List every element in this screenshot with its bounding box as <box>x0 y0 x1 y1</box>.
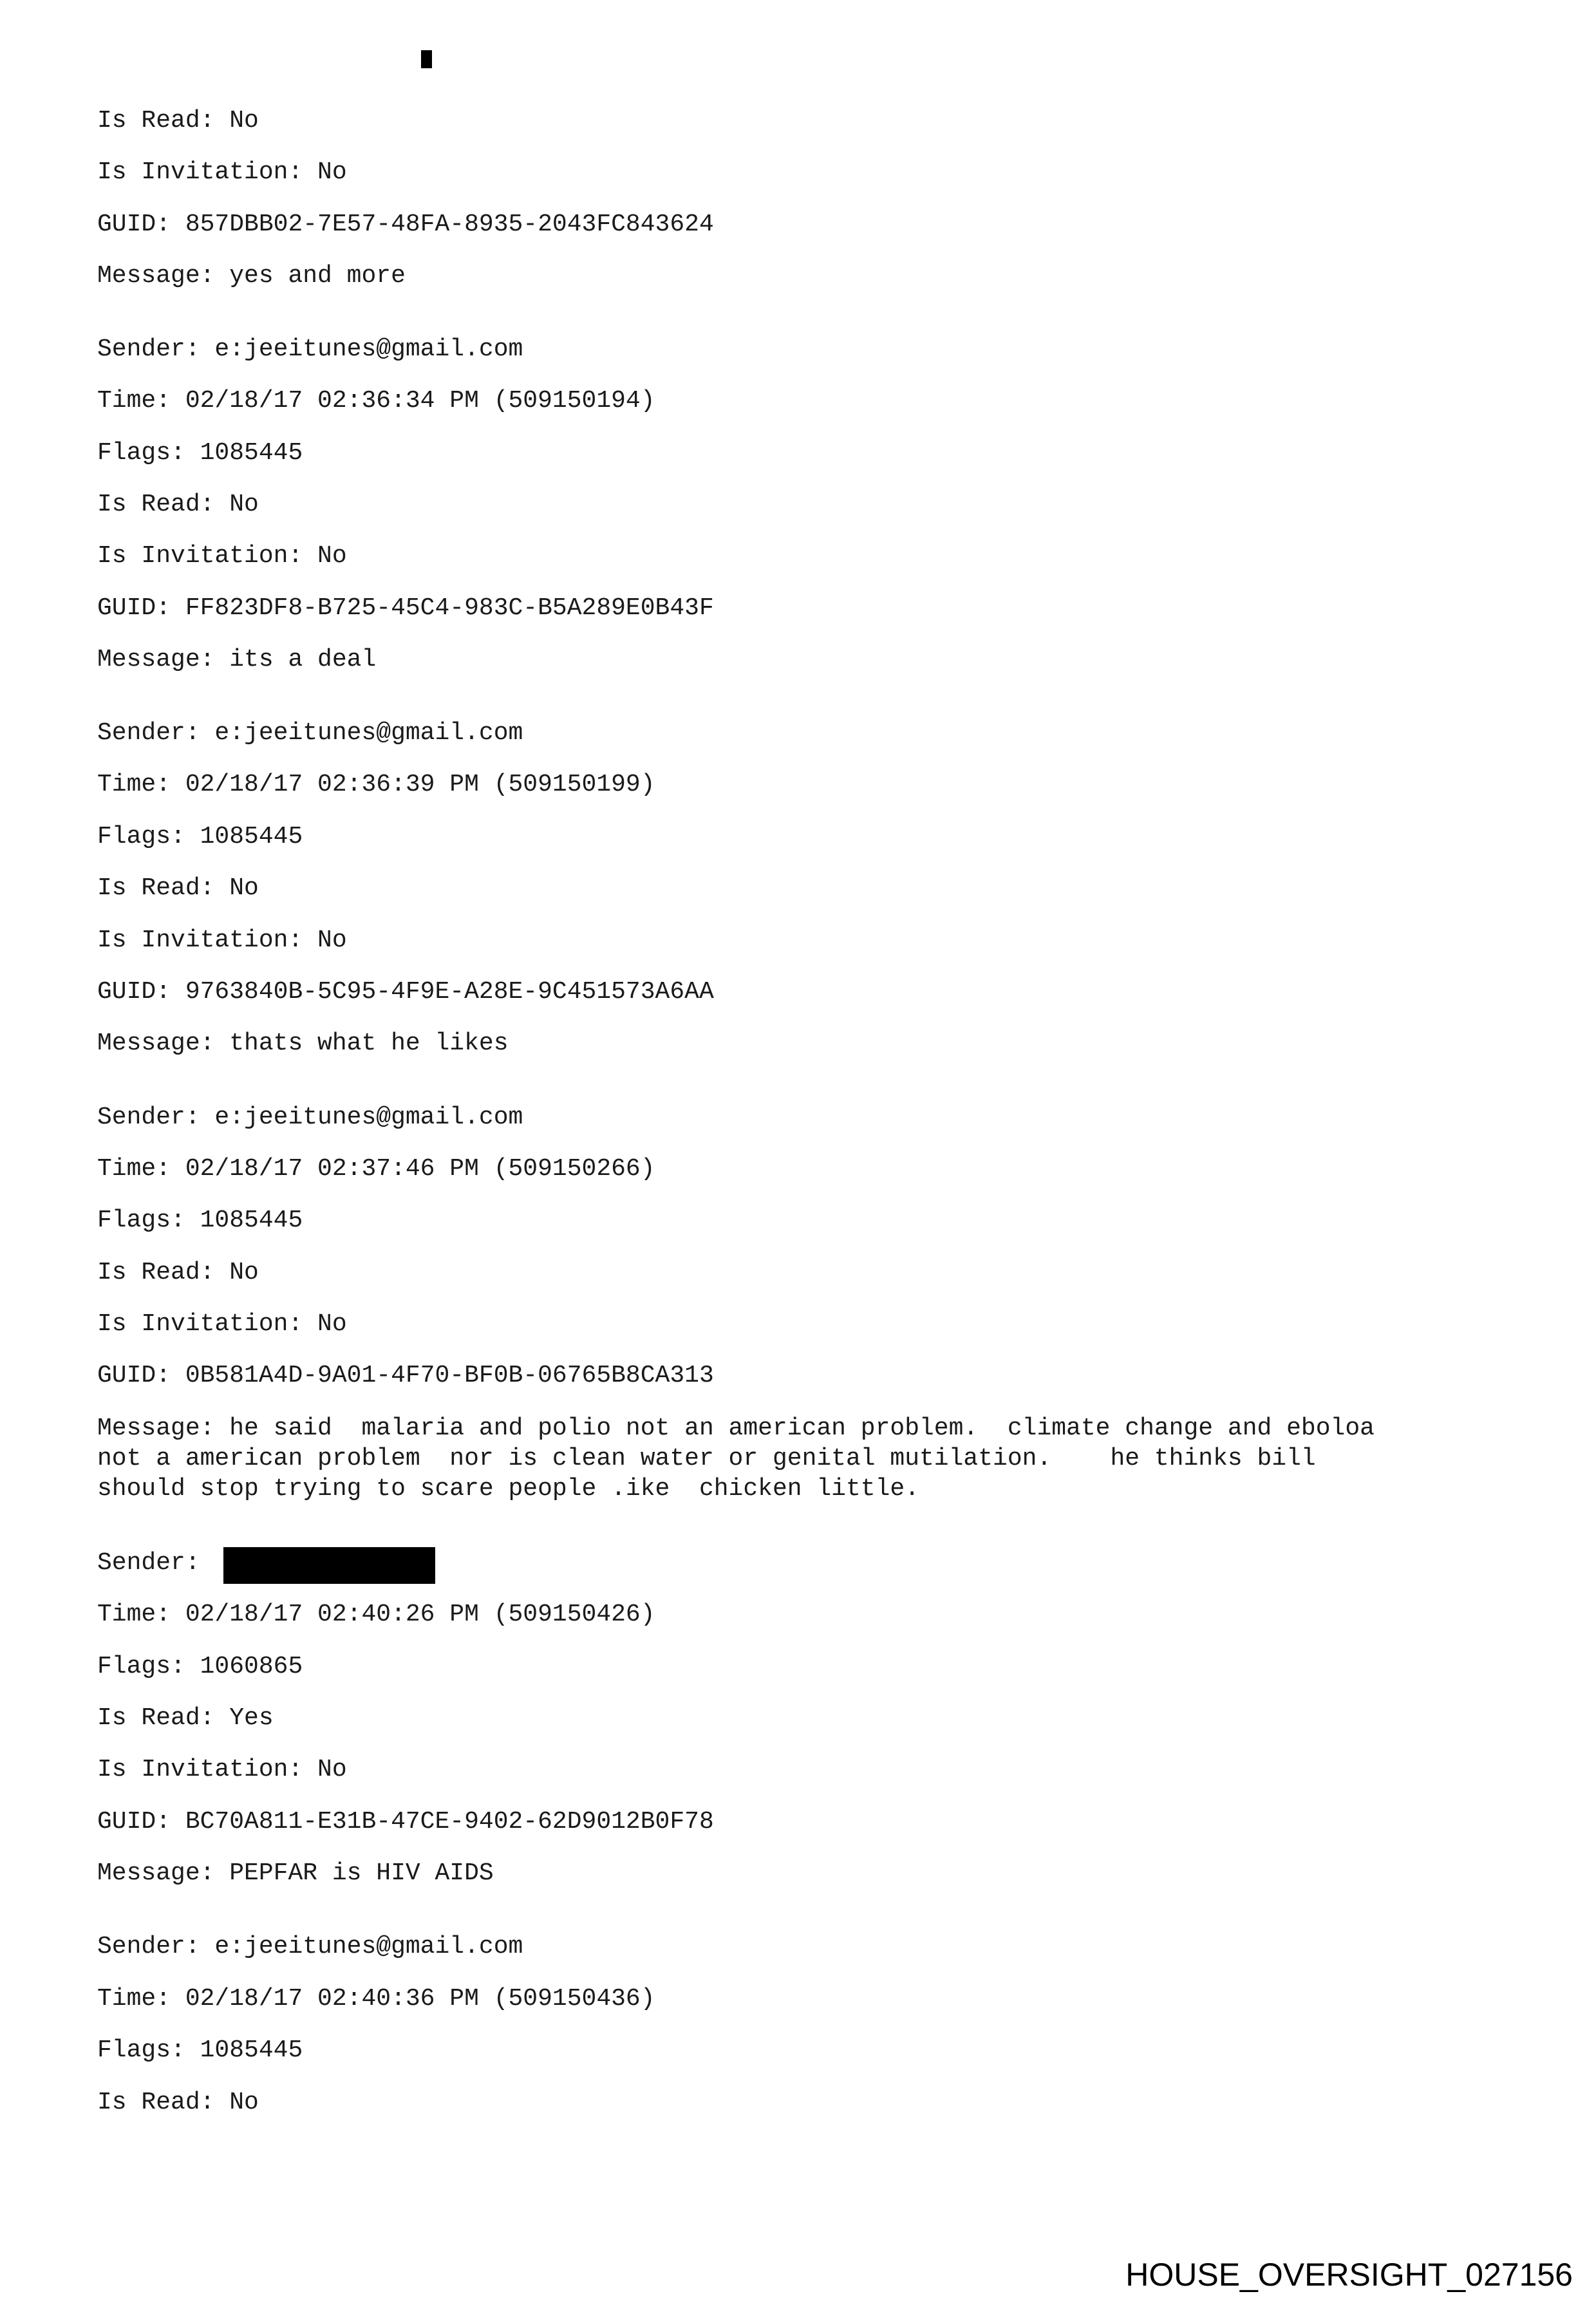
message-line: Message: yes and more <box>97 262 406 290</box>
guid-line: GUID: 9763840B-5C95-4F9E-A28E-9C451573A6AA <box>97 978 714 1006</box>
message-line: Message: PEPFAR is HIV AIDS <box>97 1859 494 1887</box>
is-invitation-line: Is Invitation: No <box>97 542 347 570</box>
is-invitation-line: Is Invitation: No <box>97 1310 347 1338</box>
time-line: Time: 02/18/17 02:40:26 PM (509150426) <box>97 1601 655 1628</box>
sender-line: Sender: e:jeeitunes@gmail.com <box>97 1933 523 1960</box>
guid-line: GUID: 857DBB02-7E57-48FA-8935-2043FC843624 <box>97 211 714 238</box>
is-invitation-line: Is Invitation: No <box>97 926 347 954</box>
time-line: Time: 02/18/17 02:37:46 PM (509150266) <box>97 1155 655 1183</box>
sender-line: Sender: e:jeeitunes@gmail.com <box>97 1104 523 1131</box>
guid-line: GUID: BC70A811-E31B-47CE-9402-62D9012B0F78 <box>97 1808 714 1836</box>
sender-line: Sender: e:jeeitunes@gmail.com <box>97 719 523 747</box>
message-block: Message: he said malaria and polio not an american problem. climate change and eboloa not a american problem nor is clean water or genital mutilation. he thinks bill should stop trying to scare people .ike chicken little. <box>97 1415 1375 1503</box>
flags-line: Flags: 1085445 <box>97 2036 303 2064</box>
message-line: Message: its a deal <box>97 646 377 673</box>
message-line: Message: thats what he likes <box>97 1029 509 1057</box>
sender-line: Sender: e:jeeitunes@gmail.com <box>97 335 523 363</box>
bates-number: HOUSE_OVERSIGHT_027156 <box>1125 2257 1573 2293</box>
flags-line: Flags: 1085445 <box>97 439 303 467</box>
redaction-mark-top <box>421 50 432 68</box>
time-line: Time: 02/18/17 02:36:34 PM (509150194) <box>97 387 655 415</box>
guid-line: GUID: FF823DF8-B725-45C4-983C-B5A289E0B43F <box>97 594 714 622</box>
is-read-line: Is Read: No <box>97 2089 259 2116</box>
is-invitation-line: Is Invitation: No <box>97 1756 347 1783</box>
is-invitation-line: Is Invitation: No <box>97 158 347 186</box>
flags-line: Flags: 1060865 <box>97 1653 303 1680</box>
guid-line: GUID: 0B581A4D-9A01-4F70-BF0B-06765B8CA313 <box>97 1362 714 1389</box>
is-read-line: Is Read: Yes <box>97 1704 274 1732</box>
flags-line: Flags: 1085445 <box>97 1207 303 1234</box>
sender-line: Sender: <box>97 1549 200 1577</box>
is-read-line: Is Read: No <box>97 874 259 902</box>
flags-line: Flags: 1085445 <box>97 823 303 851</box>
is-read-line: Is Read: No <box>97 107 259 135</box>
is-read-line: Is Read: No <box>97 491 259 518</box>
time-line: Time: 02/18/17 02:36:39 PM (509150199) <box>97 771 655 798</box>
sender-redaction <box>223 1547 435 1584</box>
time-line: Time: 02/18/17 02:40:36 PM (509150436) <box>97 1985 655 2013</box>
is-read-line: Is Read: No <box>97 1259 259 1286</box>
